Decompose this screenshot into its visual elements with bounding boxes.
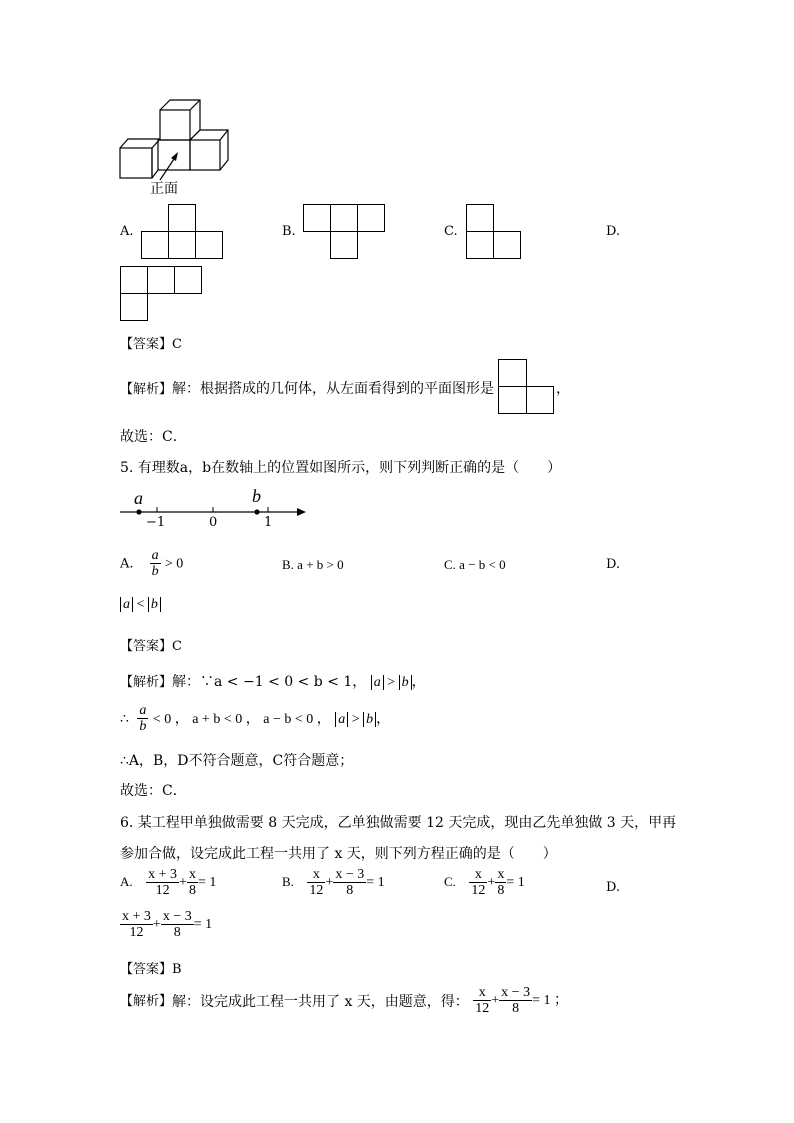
numberline-tick-neg1: −1	[146, 515, 166, 530]
q6-stem-line1: 6. 某工程甲单独做需要 8 天完成，乙单独做需要 12 天完成，现由乙先单独做 3 天，甲再	[120, 815, 677, 831]
q5-option-d-expr: a < b	[120, 597, 161, 613]
q6-option-d-label: D.	[606, 880, 621, 895]
analysis-tag: 【解析】	[120, 675, 173, 690]
analysis-text: 解：设完成此工程一共用了 x 天，由题意，得：	[172, 993, 469, 1010]
answer-tag: 【答案】	[120, 337, 173, 352]
q6-option-d-expr: $\frac{x + 3}{12}$ + $\frac{x - 3}{8}$ = 1	[122, 909, 213, 941]
answer-tag: 【答案】	[120, 962, 173, 977]
q5-conclusion: 故选：C．	[120, 783, 187, 799]
front-label: 正面	[150, 181, 178, 197]
q6-answer	[120, 958, 182, 977]
answer-value: C	[172, 639, 182, 654]
analysis-tag: 【解析】	[120, 993, 173, 1009]
answer-value: B	[172, 962, 182, 977]
q5-option-c: C. a − b < 0	[444, 557, 506, 572]
q5-analysis-line3: ∴A，B，D不符合题意，C符合题意；	[120, 753, 354, 769]
numberline-label-b: b	[252, 486, 261, 506]
q6-option-a: A. $\frac{x + 3}{12}$ + $\frac{x}{8}$ = 1	[120, 867, 217, 899]
q6-option-c: C. $\frac{x}{12}$ + $\frac{x}{8}$ = 1	[444, 867, 525, 899]
q4-conclusion: 故选：C．	[120, 429, 187, 445]
analysis-text: 解：根据搭成的几何体，从左面看得到的平面图形是	[172, 381, 495, 397]
q4-option-c-label: C.	[444, 224, 458, 239]
q5-option-d-label: D.	[606, 557, 621, 572]
option-rest: > 0	[164, 556, 184, 572]
q6-stem-line2: 参加合做，设完成此工程一共用了 x 天，则下列方程正确的是（ ）	[120, 846, 557, 862]
option-label: A.	[120, 556, 134, 572]
q5-stem: 5. 有理数a，b在数轴上的位置如图所示，则下列判断正确的是（ ）	[120, 460, 562, 476]
numberline-tick-1: 1	[264, 515, 273, 530]
q4-option-a-label: A.	[120, 224, 134, 239]
q4-analysis-end: ，	[556, 381, 570, 397]
fraction: $\frac{a}{b}$	[151, 548, 159, 580]
answer-tag: 【答案】	[120, 639, 173, 654]
q6-option-b: B. $\frac{x}{12}$ + $\frac{x - 3}{8}$ = 1	[282, 867, 385, 899]
numberline-label-a: a	[134, 488, 143, 508]
q5-answer	[120, 635, 182, 654]
q5-analysis-line2: ∴ $\frac{a}{b}$ < 0 ， a + b < 0 ， a − b < 0 ， a > b ，	[120, 703, 391, 735]
analysis-tag: 【解析】	[120, 382, 173, 397]
q6-analysis: 【解析】解：设完成此工程一共用了 x 天，由题意，得： $\frac{x}{12}$ + $\frac{x - 3}{8}$ = 1 ；	[120, 985, 568, 1017]
answer-value: C	[172, 337, 182, 352]
q4-option-d-label: D.	[606, 224, 621, 239]
numberline-tick-0: 0	[209, 515, 218, 530]
q4-option-b-label: B.	[282, 224, 296, 239]
q5-option-b: B. a + b > 0	[282, 557, 344, 572]
analysis-text: 解：∵a < −1 < 0 < b < 1，	[172, 674, 367, 690]
q5-option-a	[120, 548, 183, 580]
q5-analysis-line1: 【解析】解：∵a < −1 < 0 < b < 1， a > b ，	[120, 674, 426, 690]
